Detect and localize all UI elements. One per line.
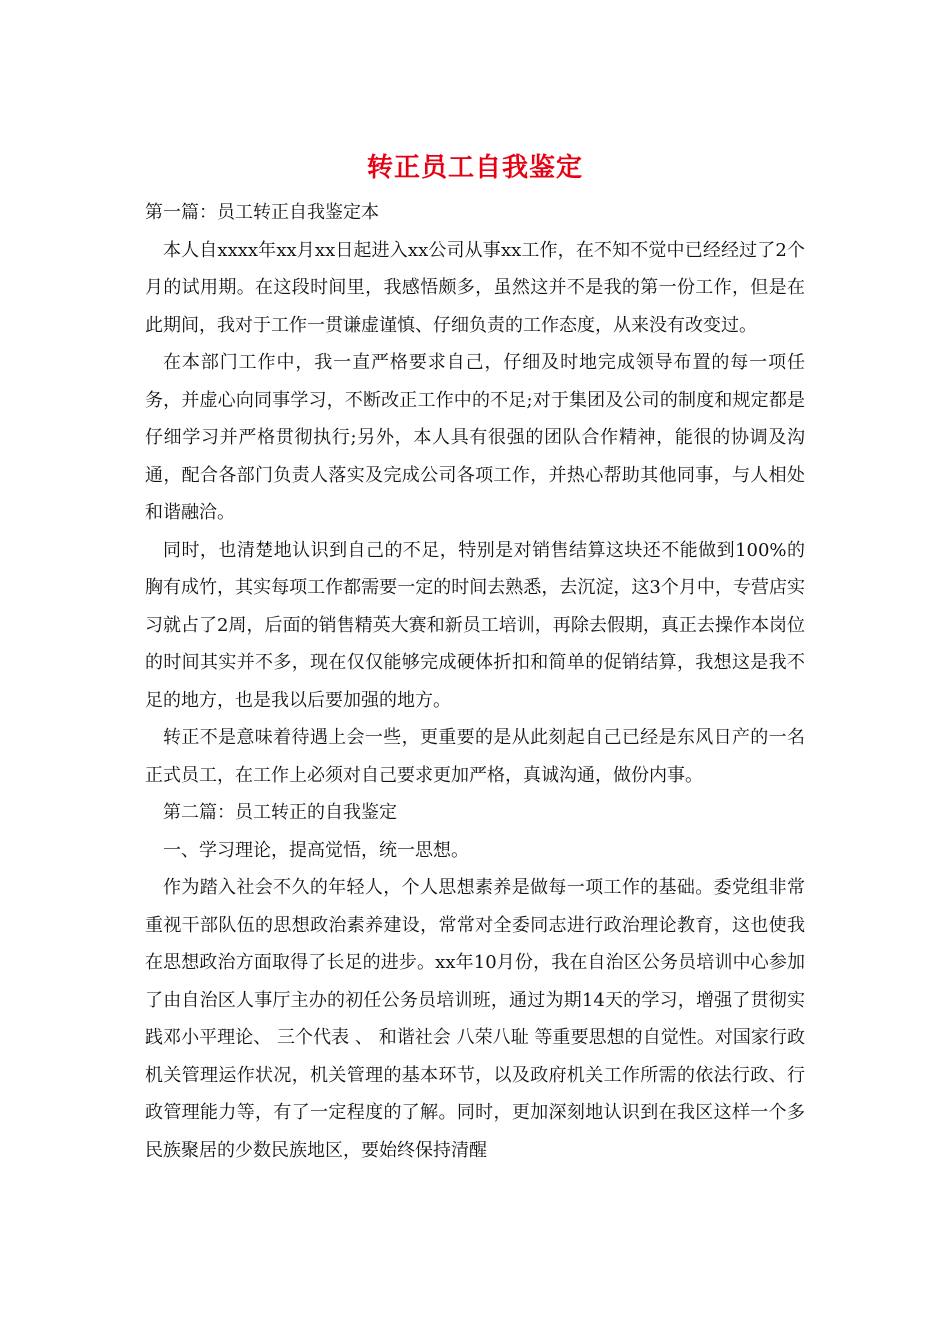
- document-body: [145, 194, 805, 1169]
- section-heading-1: 第一篇：员工转正自我鉴定本: [145, 202, 379, 223]
- document-title: 转正员工自我鉴定: [366, 153, 583, 183]
- body-paragraph: 本人自xxxx年xx月xx日起进入xx公司从事xx工作，在不知不觉中已经经过了2个月的试用期。在这段时间里，我感悟颇多，虽然这并不是我的第一份工作，但是在此期间，我对于工作一贯谦虚谨慎、仔细负责的工作态度，从来没有改变过。: [145, 239, 805, 336]
- body-paragraph: 在本部门工作中，我一直严格要求自己，仔细及时地完成领导布置的每一项任务，并虚心向同事学习，不断改正工作中的不足;对于集团及公司的制度和规定都是仔细学习并严格贯彻执行;另外，本人具有很强的团队合作精神，能很的协调及沟通，配合各部门负责人落实及完成公司各项工作，并热心帮助其他同事，与人相处和谐融洽。: [145, 352, 805, 523]
- body-paragraph: 转正不是意味着待遇上会一些，更重要的是从此刻起自己已经是东风日产的一名正式员工，在工作上必须对自己要求更加严格，真诚沟通，做份内事。: [145, 727, 805, 786]
- body-paragraph: 同时，也清楚地认识到自己的不足，特别是对销售结算这块还不能做到100%的胸有成竹，其实每项工作都需要一定的时间去熟悉，去沉淀，这3个月中，专营店实习就占了2周，后面的销售精英大赛和新员工培训，再除去假期，真正去操作本岗位的时间其实并不多，现在仅仅能够完成硬体折扣和简单的促销结算，我想这是我不足的地方，也是我以后要加强的地方。: [145, 539, 805, 711]
- section-heading-2: 第二篇：员工转正的自我鉴定: [163, 802, 397, 823]
- subsection-heading: 一、学习理论，提高觉悟，统一思想。: [163, 839, 469, 861]
- body-paragraph: 作为踏入社会不久的年轻人，个人思想素养是做每一项工作的基础。委党组非常重视干部队伍的思想政治素养建设，常常对全委同志进行政治理论教育，这也使我在思想政治方面取得了长足的进步。xx年10月份，我在自治区公务员培训中心参加了由自治区人事厅主办的初任公务员培训班，通过为期14天的学习，增强了贯彻实践邓小平理论、 三个代表 、 和谐社会 八荣八耻 等重要思想的自觉性。对国家行政机关管理运作状况，机关管理的基本环节，以及政府机关工作所需的依法行政、行政管理能力等，有了一定程度的了解。同时，更加深刻地认识到在我区这样一个多民族聚居的少数民族地区，要始终保持清醒: [145, 877, 805, 1161]
